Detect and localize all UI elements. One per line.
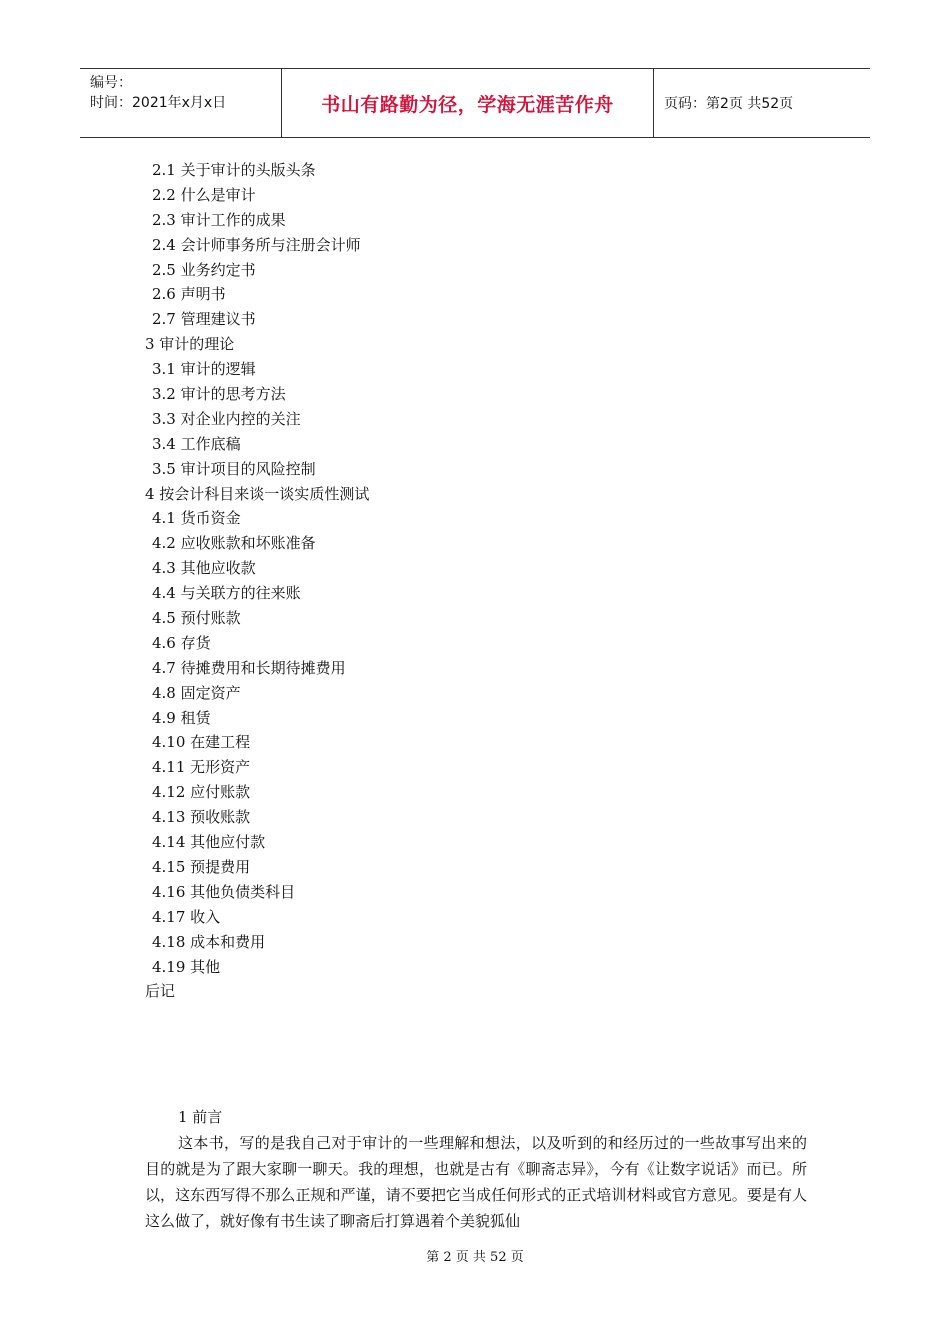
toc-section: 3.2 审计的思考方法 [152,385,286,404]
toc-section: 4.14 其他应付款 [152,833,266,852]
header-page-number: 页码：第2页 共52页 [664,96,794,112]
section-title: 1 前言 [178,1108,223,1126]
table-of-contents [0,158,950,1004]
toc-section: 4.11 无形资产 [152,758,251,777]
document-date-label: 时间：2021年x月x日 [90,95,227,111]
toc-section: 4.10 在建工程 [152,733,251,752]
toc-section: 2.6 声明书 [152,285,226,304]
toc-chapter: 后记 [145,982,176,1001]
toc-section: 4.17 收入 [152,907,221,926]
toc-section: 4.13 预收账款 [152,808,251,827]
toc-section: 4.6 存货 [152,633,211,652]
toc-section: 2.4 会计师事务所与注册会计师 [152,235,361,254]
toc-section: 4.3 其他应收款 [152,559,256,578]
toc-section: 4.19 其他 [152,957,221,976]
body-content [145,1104,807,1234]
toc-chapter: 3 审计的理论 [145,335,235,354]
toc-section: 3.3 对企业内控的关注 [152,409,301,428]
toc-section: 3.4 工作底稿 [152,434,241,453]
header-meta-cell [80,69,282,137]
toc-chapter: 4 按会计科目来谈一谈实质性测试 [145,484,370,503]
toc-section: 2.1 关于审计的头版头条 [152,161,316,179]
toc-section: 4.1 货币资金 [152,509,241,528]
toc-section: 3.5 审计项目的风险控制 [152,459,316,478]
toc-section: 4.7 待摊费用和长期待摊费用 [152,658,346,677]
toc-section: 4.16 其他负债类科目 [152,882,296,901]
page-header [80,68,870,138]
toc-section: 4.9 租赁 [152,708,211,727]
toc-section: 2.7 管理建议书 [152,310,256,329]
toc-section: 4.2 应收账款和坏账准备 [152,534,316,553]
toc-section: 2.5 业务约定书 [152,260,256,279]
toc-section: 4.4 与关联方的往来账 [152,584,301,603]
page-footer: 第 2 页 共 52 页 [426,1250,524,1265]
header-motto: 书山有路勤为径，学海无涯苦作舟 [282,69,654,137]
toc-section: 4.15 预提费用 [152,857,251,876]
toc-section: 4.5 预付账款 [152,609,241,628]
toc-section: 2.3 审计工作的成果 [152,210,286,229]
toc-section: 2.2 什么是审计 [152,185,256,204]
toc-section: 4.18 成本和费用 [152,932,266,951]
document-number-label: 编号： [90,75,132,91]
body-paragraph: 这本书，写的是我自己对于审计的一些理解和想法，以及听到的和经历过的一些故事写出来的目的就是为了跟大家聊一聊天。我的理想，也就是古有《聊斋志异》，今有《让数字说话》而已。所以，这东西写得不那么正规和严谨，请不要把它当成任何形式的正式培训材料或官方意见。要是有人这么做了，就好像有书生读了聊斋后打算遇着个美貌狐仙 [145,1134,807,1230]
toc-section: 4.8 固定资产 [152,683,241,702]
toc-section: 4.12 应付账款 [152,783,251,802]
toc-section: 3.1 审计的逻辑 [152,360,256,379]
